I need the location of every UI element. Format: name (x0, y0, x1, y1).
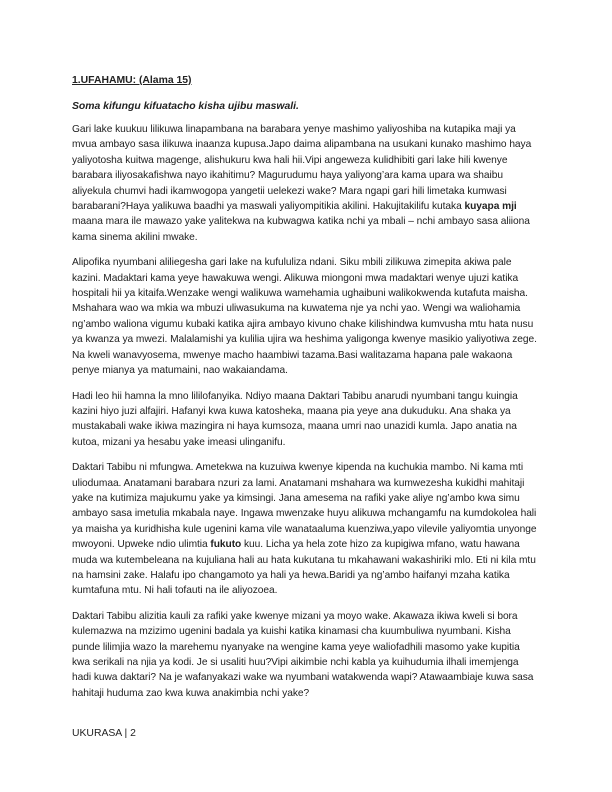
bold-phrase: fukuto (210, 539, 242, 551)
paragraph-text: maana mara ile mawazo yake yalitekwa na kubwagwa katika nchi ya mbali – nchi ambayo sasa aliiona kama sinema akilini mwake. (72, 216, 530, 243)
section-heading: 1.UFAHAMU: (Alama 15) (72, 75, 192, 86)
page-content (72, 75, 540, 711)
paragraph-3 (72, 389, 540, 451)
paragraph-text: Daktari Tabibu alizitia kauli za rafiki yake kwenye mizani ya moyo wake. Akawaza ikiwa kweli si bora kulemazwa na mzizimo ugenini badala ya kuishi katika kinamasi cha kuumbuliwa nyumbani. Kisha punde lilimjia wazo la marehemu nyanyake na wengine kama yeye waliofadhili masomo yake kupitia kwa serikali na njia ya kodi. Je si usaliti huu?Vipi aikimbie nchi kabla ya kuihudumia ilhali imemjenga hadi kuwa daktari? Na je wafanyakazi wake wa nyumbani watakwenda wapi? Atawaambiaje kuwa sasa hahitaji huduma zao kwa kuwa anakimbia nchi yake? (72, 610, 534, 699)
paragraph-5 (72, 609, 540, 701)
paragraph-text: Gari lake kuukuu lilikuwa linapambana na barabara yenye mashimo yaliyoshiba na kutapika maji ya mvua ambayo sasa ilikuwa inaanza kupusa.Japo daima alipambana na usukani kunako mashimo haya yaliyotosha kuitwa magenge, alishukuru kwa hali hii.Vipi angeweza kulidhibiti gari lake hili kwenye barabara iliyosakafishwa nayo ikahitimu? Magurudumu haya yaliyong’ara kama upara wa shaibu aliyekula chumvi hadi ikamwogopa yangetii uelekezi wake? Mara ngapi gari hili limetaka kumwasi barabarani?Haya yalikuwa baadhi ya maswali yaliyompitikia akilini. Hakujitakilifu kutaka (72, 124, 532, 213)
section-instruction: Soma kifungu kifuatacho kisha ujibu maswali. (72, 101, 299, 112)
paragraph-text: Daktari Tabibu ni mfungwa. Ametekwa na kuzuiwa kwenye kipenda na kuchukia mambo. Ni kama mti uliodumaa. Anatamani barabara nzuri za lami. Anatamani mshahara wa kumwezesha kukidhi mahitaji yake na kutimiza majukumu yake ya kimsingi. Jana amesema na rafiki yake aliye ng’ambo kwa simu ambayo sasa imetulia mkabala naye. Ingawa mwenzake huyu alikuwa mchangamfu na kumdokolea hali ya maisha ya kuridhisha kule ugenini kama vile wanataaluma kuenziwa,yapo vilevile yaliyomtia unyonge mwoyoni. Upweke ndio ulimtia (72, 462, 537, 551)
paragraph-1 (72, 122, 540, 245)
paragraph-2 (72, 255, 540, 378)
paragraph-text: Alipofika nyumbani aliliegesha gari lake na kufululiza ndani. Siku mbili zilikuwa zimepita akiwa pale kazini. Madaktari kama yeye hawakuwa wengi. Alikuwa miongoni mwa madaktari wenye ujuzi katika hospitali hii ya kitaifa.Wenzake wengi walikuwa wamehamia ughaibuni walikokwenda kutafuta maisha. Mshahara wao wa mkia wa mbuzi uliwasukuma na kuwatema nje ya nchi yao. Wengi wa waliohamia ng’ambo waliona vigumu kubaki katika ajira ambayo kivuno chake kilishindwa kumvusha mtu hata nusu ya kwanza ya mwezi. Malalamishi ya kulilia ujira wa heshima yaligonga kwenye masikio yaliyotiwa zege. Na kweli wanavyosema, mwenye macho haambiwi tazama.Basi walitazama hapana pale wakaona penye mianya ya matumaini, nao wakaiandama. (72, 257, 537, 377)
bold-phrase: kuyapa mji (464, 201, 517, 213)
paragraph-text: kuu. Licha ya hela zote hizo za kupigiwa mfano, watu hawana muda wa kutembeleana na kujuliana hali au hata kukutana tu mkahawani wakashiriki mlo. Eti ni kila mtu na hamsini zake. Halafu ipo changamoto ya hali ya hewa.Baridi ya ng’ambo haifanyi mzaha katika kumtafuna mtu. Ni hali tofauti na ile aliyozoea. (72, 539, 536, 597)
paragraph-4 (72, 460, 540, 599)
page-footer: UKURASA | 2 (72, 728, 136, 739)
paragraph-text: Hadi leo hii hamna la mno lililofanyika. Ndiyo maana Daktari Tabibu anarudi nyumbani tangu kuingia kazini hiyo juzi alfajiri. Hafanyi kwa kuwa katosheka, maana pia yeye ana dukuduku. Ana shaka ya mustakabali wake ikiwa mazingira ni haya kumsoza, maana umri nao unazidi kumla. Japo anatia na kutoa, mizani ya hesabu yake imeasi ulinganifu. (72, 390, 518, 448)
